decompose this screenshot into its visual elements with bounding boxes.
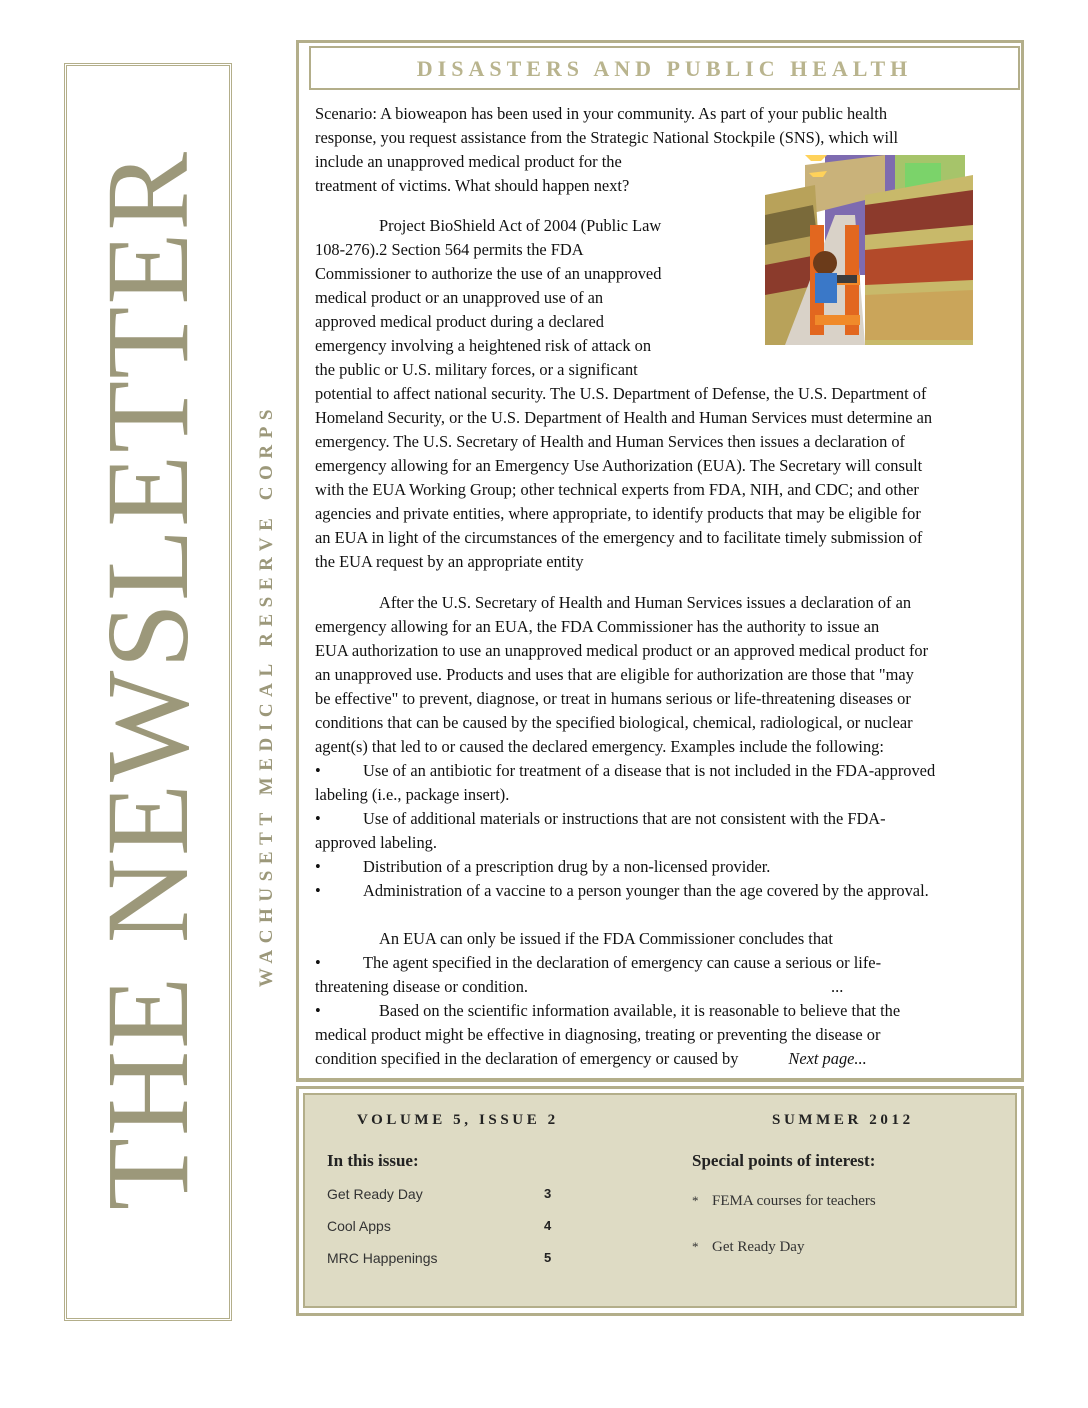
list-item: • The agent specified in the declaration of emergency can cause a serious or life-	[315, 953, 882, 972]
list-item: • Use of an antibiotic for treatment of a disease that is not included in the FDA-approved	[315, 761, 936, 780]
in-this-issue-heading: In this issue:	[327, 1151, 419, 1170]
text-line: emergency allowing for an Emergency Use Authorization (EUA). The Secretary will consult	[315, 456, 923, 475]
list-item: • Use of additional materials or instructions that are not consistent with the FDA-	[315, 809, 886, 828]
toc-page-number: 3	[544, 1186, 552, 1201]
volume-issue: VOLUME 5, ISSUE 2	[357, 1112, 559, 1128]
newsletter-title: THE NEWSLETTER	[82, 149, 213, 1211]
list-item: • Distribution of a prescription drug by a non-licensed provider.	[315, 857, 771, 876]
text-line: the EUA request by an appropriate entity	[315, 552, 584, 571]
star-icon: *	[692, 1239, 699, 1254]
warehouse-illustration	[765, 155, 973, 347]
text-line: 108-276).2 Section 564 permits the FDA	[315, 240, 584, 259]
special-point-item: * FEMA courses for teachers	[692, 1193, 876, 1209]
star-icon: *	[692, 1193, 699, 1208]
text-line: emergency allowing for an EUA, the FDA Commissioner has the authority to issue an	[315, 617, 880, 636]
issue-date: SUMMER 2012	[772, 1112, 914, 1128]
text-line: an EUA in light of the circumstances of the emergency and to facilitate timely submission of	[315, 528, 923, 547]
text-line: emergency. The U.S. Secretary of Health and Human Services then issues a declaration of	[315, 432, 906, 451]
list-item: • Based on the scientific information available, it is reasonable to believe that the	[315, 1001, 901, 1020]
toc-item-get-ready-day[interactable]: Get Ready Day	[327, 1186, 423, 1202]
text-line: approved labeling.	[315, 833, 437, 852]
text-line: labeling (i.e., package insert).	[315, 785, 510, 804]
organization-name: WACHUSETT MEDICAL RESERVE CORPS	[256, 402, 277, 988]
text-line: An EUA can only be issued if the FDA Commissioner concludes that	[379, 929, 833, 948]
list-item: • Administration of a vaccine to a person younger than the age covered by the approval.	[315, 881, 929, 900]
text-line: response, you request assistance from the Strategic National Stockpile (SNS), which will	[315, 128, 899, 147]
text-line: include an unapproved medical product for the	[315, 152, 622, 171]
text-line: medical product or an unapproved use of an	[315, 288, 604, 307]
text-line: be effective" to prevent, diagnose, or treat in humans serious or life-threatening diseases or	[315, 689, 911, 708]
special-point-item: * Get Ready Day	[692, 1239, 805, 1255]
text-line: condition specified in the declaration of emergency or caused by Next page...	[315, 1049, 867, 1068]
text-line: an unapproved use. Products and uses that are eligible for authorization are those that "may	[315, 665, 914, 684]
text-line: Homeland Security, or the U.S. Department of Health and Human Services must determine an	[315, 408, 933, 427]
text-line: agent(s) that led to or caused the declared emergency. Examples include the following:	[315, 737, 884, 756]
text-line: threatening disease or condition. ...	[315, 977, 844, 996]
next-page-link[interactable]: Next page...	[788, 1049, 867, 1068]
text-line: agencies and private entities, where appropriate, to identify products that may be eligible for	[315, 504, 921, 523]
text-line: Commissioner to authorize the use of an unapproved	[315, 264, 662, 283]
text-line: After the U.S. Secretary of Health and Human Services issues a declaration of an	[379, 593, 912, 612]
text-line: potential to affect national security. The U.S. Department of Defense, the U.S. Department of	[315, 384, 927, 403]
eua-authority-paragraph	[315, 591, 1023, 903]
text-line: with the EUA Working Group; other technical experts from FDA, NIH, and CDC; and other	[315, 480, 919, 499]
text-line: medical product might be effective in diagnosing, treating or preventing the disease or	[315, 1025, 881, 1044]
eua-conditions-paragraph	[315, 927, 1023, 1071]
text-line: EUA authorization to use an unapproved medical product or an approved medical product for	[315, 641, 929, 660]
section-heading: DISASTERS AND PUBLIC HEALTH	[416, 56, 913, 81]
text-line: approved medical product during a declared	[315, 312, 604, 331]
section-heading-box	[309, 46, 1020, 90]
text-line: Project BioShield Act of 2004 (Public Law	[379, 216, 662, 235]
toc-page-number: 4	[544, 1218, 552, 1233]
text-line: conditions that can be caused by the specified biological, chemical, radiological, or nuclear	[315, 713, 913, 732]
footer-divider	[296, 1078, 1024, 1080]
text-line: the public or U.S. military forces, or a significant	[315, 360, 638, 379]
toc-page-number: 5	[544, 1250, 552, 1265]
text-line: emergency involving a heightened risk of attack on	[315, 336, 652, 355]
text-line: Scenario: A bioweapon has been used in your community. As part of your public health	[315, 104, 888, 123]
text-line: treatment of victims. What should happen next?	[315, 176, 630, 195]
special-points-heading: Special points of interest:	[692, 1151, 876, 1170]
toc-item-cool-apps[interactable]: Cool Apps	[327, 1218, 391, 1234]
toc-item-mrc-happenings[interactable]: MRC Happenings	[327, 1250, 438, 1266]
